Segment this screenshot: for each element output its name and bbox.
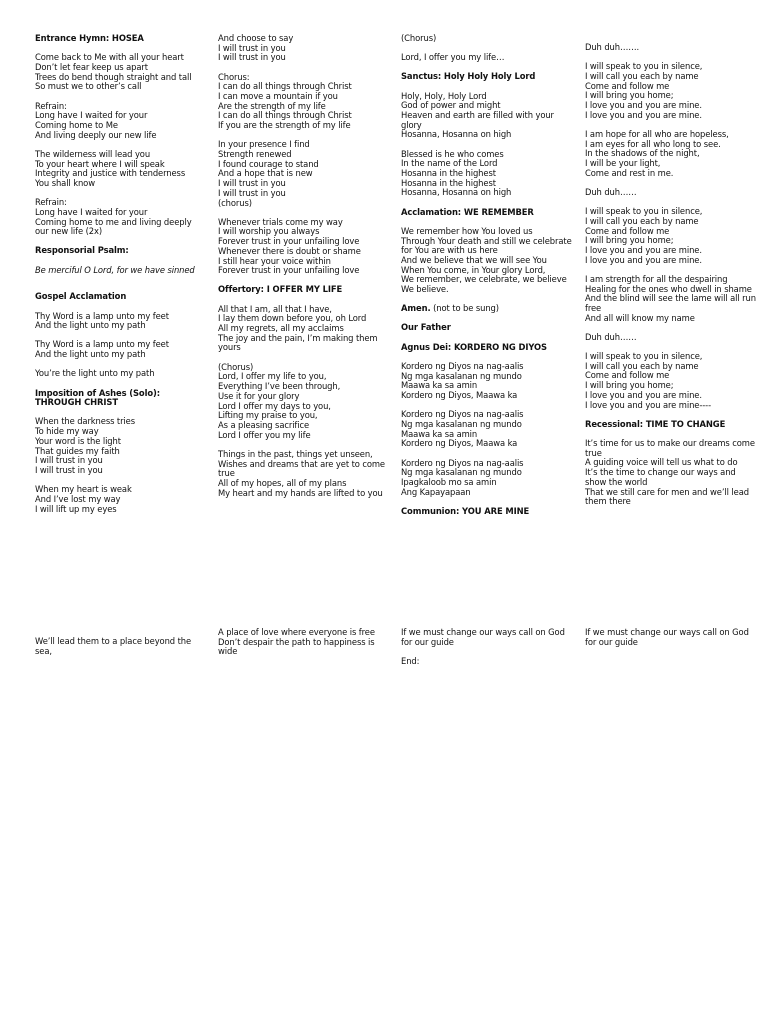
agnus-dei-lyric-3: Kordero ng Diyos na nag-aalis Ng mga kasalanan ng mundo Ipagkaloob mo sa amin Ang Kapayapaan xyxy=(401,457,524,497)
footer-column-1 xyxy=(35,637,207,666)
column-4 xyxy=(585,43,757,516)
you-are-mine-verse-2: I am strength for all the despairing Healing for the ones who dwell in shame And the blind will see the lame will all run free And all will know my name xyxy=(585,273,756,323)
gospel-lyric-3: You’re the light unto my path xyxy=(35,368,155,379)
recessional-heading: Recessional: TIME TO CHANGE xyxy=(585,418,726,429)
you-are-mine-chorus-3: I will speak to you in silence, I will call you each by name Come and follow me I will bring you home; I love you and you are mine. I love you and you are mine---- xyxy=(585,351,712,410)
column-3 xyxy=(401,34,573,526)
offertory-heading: Offertory: I OFFER MY LIFE xyxy=(218,284,343,295)
gospel-lyric-2: Thy Word is a lamp unto my feet And the light unto my path xyxy=(35,339,169,360)
duh-line-3: Duh duh…… xyxy=(585,331,637,342)
agnus-dei-heading: Agnus Dei: KORDERO NG DIYOS xyxy=(401,341,547,352)
offer-verse-1: All that I am, all that I have, I lay them down before you, oh Lord All my regrets, all my acclaims The joy and the pain, I’m making them yours xyxy=(218,303,378,353)
duh-line-2: Duh duh…… xyxy=(585,186,637,197)
through-christ-chorus: Chorus: I can do all things through Christ I can move a mountain if you Are the strength of my life I can do all things through Christ If you are the strength of my life xyxy=(218,71,352,131)
you-are-mine-chorus-2: I will speak to you in silence, I will call you each by name Come and follow me I will bring you home; I love you and you are mine. I love you and you are mine. xyxy=(585,206,703,265)
offer-verse-2: Things in the past, things yet unseen, Wishes and dreams that are yet to come true All of my hopes, all of my plans My heart and my hands are lifted to you xyxy=(218,448,385,498)
agnus-dei-lyric-1: Kordero ng Diyos na nag-aalis Ng mga kasalanan ng mundo Maawa ka sa amin Kordero ng Diyos, Maawa ka xyxy=(401,360,524,400)
end-label: End: xyxy=(401,655,420,666)
acclamation-heading: Acclamation: WE REMEMBER xyxy=(401,206,534,217)
time-to-change-verse-1: It’s time for us to make our dreams come true A guiding voice will tell us what to do It’s the time to change our ways and show the world That we still care for men and we’ll lead them there xyxy=(585,438,755,507)
time-to-change-lyric-a: We’ll lead them to a place beyond the sea, xyxy=(35,636,192,656)
responsorial-psalm-text: Be merciful O Lord, for we have sinned xyxy=(35,264,195,275)
hosea-verse-1: Come back to Me with all your heart Don’t let fear keep us apart Trees do bend though straight and tall So must we to other’s call xyxy=(35,52,192,92)
time-to-change-lyric-c: If we must change our ways call on God for our guide xyxy=(401,627,565,647)
gospel-acclamation-heading: Gospel Acclamation xyxy=(35,291,127,302)
footer-column-2 xyxy=(218,628,390,667)
hosea-verse-2: The wilderness will lead you To your heart where I will speak Integrity and justice with tenderness You shall know xyxy=(35,148,186,188)
through-christ-verse-4: In your presence I find Strength renewed I found courage to stand And a hope that is new I will trust in you I will trust in you (chorus) xyxy=(218,139,319,208)
agnus-dei-lyric-2: Kordero ng Diyos na nag-aalis Ng mga kasalanan ng mundo Maawa ka sa amin Kordero ng Diyos, Maawa ka xyxy=(401,409,524,449)
sanctus-lyric-1: Holy, Holy, Holy Lord God of power and might Heaven and earth are filled with your glory Hosanna, Hosanna on high xyxy=(401,90,554,140)
hosea-refrain-2: Refrain: Long have I waited for your Coming home to me and living deeply our new life (2x) xyxy=(35,197,192,237)
offer-closing-line: Lord, I offer you my life… xyxy=(401,52,505,63)
you-are-mine-chorus-1: I will speak to you in silence, I will call you each by name Come and follow me I will bring you home; I love you and you are mine. I love you and you are mine. xyxy=(585,61,703,120)
through-christ-verse-3: And choose to say I will trust in you I will trust in you xyxy=(218,33,294,63)
amen-heading: Amen. xyxy=(401,303,431,314)
column-2 xyxy=(218,34,390,508)
column-1 xyxy=(35,34,207,524)
through-christ-verse-1: When the darkness tries To hide my way Your word is the light That guides my faith I will trust in you I will trust in you xyxy=(35,416,135,475)
entrance-hymn-heading: Entrance Hymn: HOSEA xyxy=(35,33,144,43)
footer-column-3 xyxy=(401,628,573,676)
you-are-mine-verse-1: I am hope for all who are hopeless, I am eyes for all who long to see. In the shadows of the night, I will be your light, Come and rest in me. xyxy=(585,128,729,178)
offer-chorus: (Chorus) Lord, I offer my life to you, Everything I’ve been through, Use it for your glory Lord I offer my days to you, Lifting my praise to you, As a pleasing sacrifice Lord I offer you my life xyxy=(218,361,341,440)
duh-line-1: Duh duh……. xyxy=(585,42,640,52)
communion-heading: Communion: YOU ARE MINE xyxy=(401,505,530,516)
we-remember-lyric: We remember how You loved us Through Your death and still we celebrate for You are with us here And we believe that we will see You When You come, in Your glory Lord, We remember, we celebrate, we believe We believe. xyxy=(401,225,572,295)
time-to-change-lyric-b: A place of love where everyone is free Don’t despair the path to happiness is wide xyxy=(218,627,375,657)
footer-column-4 xyxy=(585,628,757,657)
time-to-change-lyric-d: If we must change our ways call on God for our guide xyxy=(585,627,749,647)
gospel-lyric-1: Thy Word is a lamp unto my feet And the light unto my path xyxy=(35,310,169,331)
imposition-of-ashes-heading: Imposition of Ashes (Solo): THROUGH CHRIST xyxy=(35,387,160,408)
our-father-heading: Our Father xyxy=(401,322,451,333)
amen-note: (not to be sung) xyxy=(430,303,499,314)
sanctus-lyric-2: Blessed is he who comes In the name of the Lord Hosanna in the highest Hosanna in the highest Hosanna, Hosanna on high xyxy=(401,148,512,198)
offer-chorus-reference: (Chorus) xyxy=(401,33,437,43)
hosea-refrain-1: Refrain: Long have I waited for your Coming home to Me And living deeply our new life xyxy=(35,100,157,140)
through-christ-verse-2: When my heart is weak And I’ve lost my way I will lift up my eyes xyxy=(35,484,132,514)
through-christ-verse-5: Whenever trials come my way I will worship you always Forever trust in your unfailing love Whenever there is doubt or shame I still hear your voice within Forever trust in your unfailing love xyxy=(218,216,361,276)
amen-line xyxy=(401,304,573,314)
responsorial-psalm-heading: Responsorial Psalm: xyxy=(35,245,129,256)
sanctus-heading: Sanctus: Holy Holy Holy Lord xyxy=(401,71,536,82)
